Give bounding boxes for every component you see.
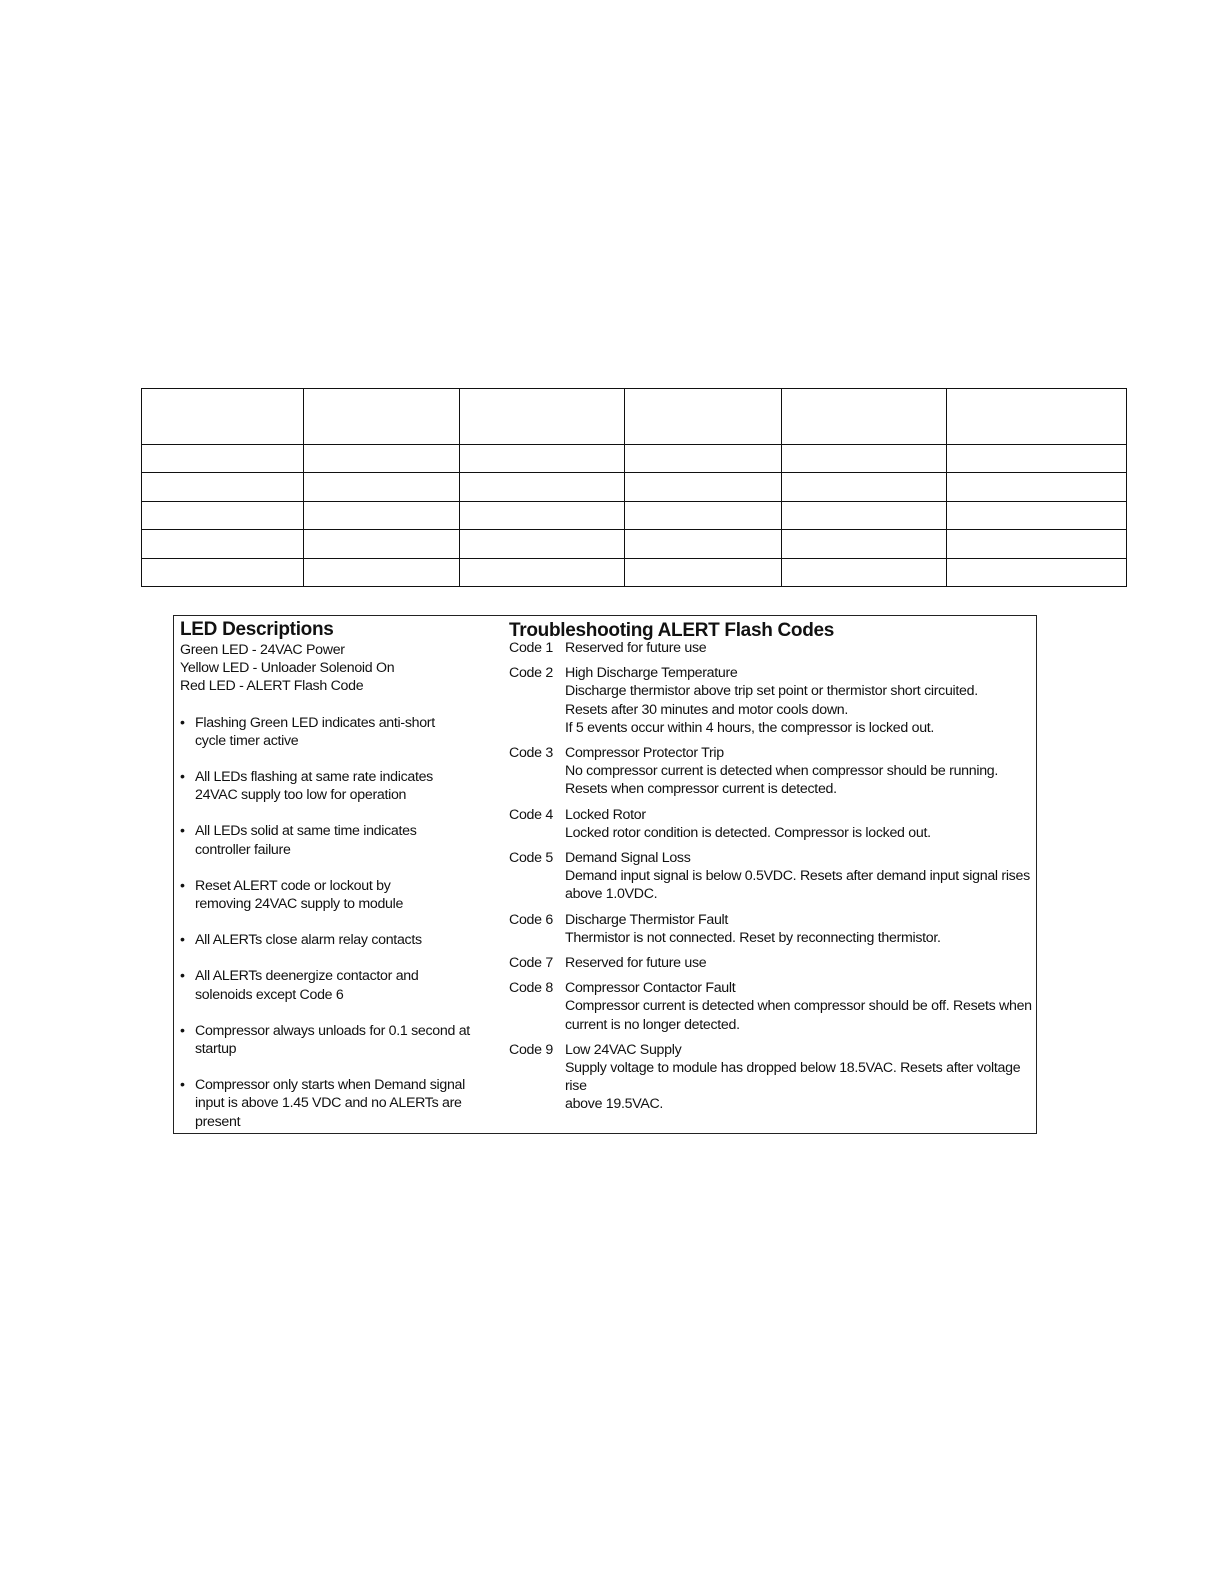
- led-note-item: [180, 768, 480, 804]
- table-cell: [782, 444, 947, 472]
- table-cell: [782, 473, 947, 501]
- led-note-line: 24VAC supply too low for operation: [195, 787, 407, 804]
- led-note-line: All LEDs solid at same time indicates: [195, 823, 417, 840]
- table-cell: [304, 444, 460, 472]
- table-cell: [947, 501, 1127, 529]
- flash-code-description-line: Compressor current is detected when compressor should be off. Resets when: [565, 998, 1032, 1015]
- table-cell: [304, 501, 460, 529]
- table-cell: [460, 558, 625, 586]
- table-cell: [142, 473, 304, 501]
- table-cell: [142, 558, 304, 586]
- flash-code-row: [509, 911, 1034, 947]
- empty-table: [141, 388, 1127, 587]
- flash-code-number: Code 8: [509, 980, 553, 997]
- flash-code-description-line: Supply voltage to module has dropped below 18.5VAC. Resets after voltage rise: [565, 1060, 1021, 1095]
- table-cell: [625, 444, 782, 472]
- led-note-line: removing 24VAC supply to module: [195, 896, 404, 913]
- flash-code-description-line: Resets after 30 minutes and motor cools down.: [565, 701, 849, 718]
- flash-code-body: [565, 639, 1034, 657]
- table-cell: [947, 473, 1127, 501]
- flash-code-body: [565, 954, 1034, 972]
- flash-code-title: Reserved for future use: [565, 640, 707, 656]
- table-cell: [625, 473, 782, 501]
- table-cell: [625, 389, 782, 445]
- led-descriptions-heading: LED Descriptions: [180, 619, 334, 640]
- table-cell: [947, 530, 1127, 558]
- flash-code-number: Code 7: [509, 955, 553, 972]
- led-note-line: All ALERTs close alarm relay contacts: [195, 932, 422, 949]
- flash-code-title: Compressor Contactor Fault: [565, 980, 736, 997]
- table-row: [142, 558, 1127, 586]
- flash-code-row: [509, 639, 1034, 657]
- led-note-item: [180, 931, 480, 949]
- bullet-icon: •: [180, 1022, 185, 1039]
- led-note-line: All LEDs flashing at same rate indicates: [195, 769, 433, 786]
- led-note-item: [180, 967, 480, 1003]
- table-cell: [460, 530, 625, 558]
- flash-code-body: [565, 806, 1034, 842]
- flash-code-number: Code 1: [509, 640, 553, 656]
- bullet-icon: •: [180, 932, 185, 949]
- flash-code-body: [565, 1041, 1034, 1114]
- flash-code-row: [509, 1041, 1034, 1114]
- table-cell: [304, 530, 460, 558]
- table-cell: [142, 389, 304, 445]
- led-note-line: controller failure: [195, 841, 291, 858]
- flash-code-description-line: current is no longer detected.: [565, 1016, 740, 1033]
- flash-code-title: Reserved for future use: [565, 955, 707, 972]
- bullet-icon: •: [180, 877, 185, 894]
- table-row: [142, 530, 1127, 558]
- led-red-description: Red LED - ALERT Flash Code: [180, 678, 364, 695]
- table-cell: [625, 558, 782, 586]
- table-cell: [625, 530, 782, 558]
- table-cell: [142, 444, 304, 472]
- flash-code-title: Compressor Protector Trip: [565, 745, 724, 762]
- table-cell: [947, 444, 1127, 472]
- table-row: [142, 473, 1127, 501]
- module-label-box: [173, 615, 1037, 1134]
- flash-code-row: [509, 664, 1034, 737]
- led-yellow-description: Yellow LED - Unloader Solenoid On: [180, 660, 395, 677]
- table-cell: [460, 473, 625, 501]
- flash-code-row: [509, 806, 1034, 842]
- led-note-line: All ALERTs deenergize contactor and: [195, 968, 419, 985]
- led-note-item: [180, 1076, 480, 1131]
- led-note-item: [180, 822, 480, 858]
- flash-code-description-line: Resets when compressor current is detected.: [565, 781, 837, 798]
- flash-code-row: [509, 849, 1034, 904]
- led-green-description: Green LED - 24VAC Power: [180, 642, 345, 658]
- flash-code-title: Demand Signal Loss: [565, 850, 691, 867]
- flash-code-row: [509, 979, 1034, 1034]
- led-list: [180, 641, 480, 696]
- flash-code-description-line: If 5 events occur within 4 hours, the compressor is locked out.: [565, 719, 935, 736]
- bullet-icon: •: [180, 1077, 185, 1094]
- table-row: [142, 444, 1127, 472]
- flash-code-title: Low 24VAC Supply: [565, 1041, 682, 1058]
- bullet-icon: •: [180, 823, 185, 840]
- table-header-row: [142, 389, 1127, 445]
- led-note-line: solenoids except Code 6: [195, 986, 344, 1003]
- bullet-icon: •: [180, 769, 185, 786]
- flash-code-number: Code 4: [509, 806, 553, 823]
- led-note-line: present: [195, 1113, 241, 1130]
- flash-code-number: Code 6: [509, 911, 553, 928]
- flash-code-number: Code 5: [509, 850, 553, 867]
- flash-code-description-line: Discharge thermistor above trip set point or thermistor short circuited.: [565, 683, 978, 700]
- table-cell: [782, 501, 947, 529]
- bullet-icon: •: [180, 714, 185, 731]
- led-note-line: Flashing Green LED indicates anti-short: [195, 714, 435, 731]
- table-cell: [304, 473, 460, 501]
- led-note-item: [180, 714, 480, 750]
- flash-code-body: [565, 744, 1034, 799]
- table-cell: [782, 389, 947, 445]
- flash-code-number: Code 2: [509, 665, 553, 682]
- flash-codes-heading: Troubleshooting ALERT Flash Codes: [509, 620, 835, 641]
- led-note-line: input is above 1.45 VDC and no ALERTs are: [195, 1095, 462, 1112]
- flash-code-description-line: Locked rotor condition is detected. Compressor is locked out.: [565, 824, 931, 841]
- table-cell: [460, 389, 625, 445]
- flash-code-description-line: Thermistor is not connected. Reset by reconnecting thermistor.: [565, 929, 941, 946]
- table-row: [142, 501, 1127, 529]
- flash-code-description-line: above 1.0VDC.: [565, 886, 658, 903]
- flash-code-row: [509, 954, 1034, 972]
- table-cell: [782, 558, 947, 586]
- flash-code-description-line: Demand input signal is below 0.5VDC. Resets after demand input signal rises: [565, 868, 1030, 885]
- table-cell: [460, 444, 625, 472]
- led-note-line: Compressor only starts when Demand signal: [195, 1077, 465, 1094]
- flash-code-title: Discharge Thermistor Fault: [565, 911, 729, 928]
- table-cell: [782, 530, 947, 558]
- flash-codes-section: [509, 620, 1034, 1114]
- table-cell: [142, 530, 304, 558]
- flash-code-body: [565, 849, 1034, 904]
- led-note-line: Compressor always unloads for 0.1 second at: [195, 1022, 470, 1039]
- flash-code-description-line: above 19.5VAC.: [565, 1096, 664, 1113]
- led-note-line: startup: [195, 1041, 237, 1058]
- flash-code-number: Code 9: [509, 1041, 553, 1058]
- table-cell: [625, 501, 782, 529]
- flash-code-description-line: No compressor current is detected when compressor should be running.: [565, 763, 999, 780]
- table-cell: [304, 558, 460, 586]
- flash-codes-list: [509, 639, 1034, 1114]
- table-cell: [304, 389, 460, 445]
- led-note-line: Reset ALERT code or lockout by: [195, 877, 391, 894]
- led-note-item: [180, 877, 480, 913]
- led-note-line: cycle timer active: [195, 732, 299, 749]
- led-note-item: [180, 1022, 480, 1058]
- table-cell: [460, 501, 625, 529]
- flash-code-body: [565, 664, 1034, 737]
- flash-code-title: Locked Rotor: [565, 806, 646, 823]
- table-cell: [947, 389, 1127, 445]
- flash-code-title: High Discharge Temperature: [565, 665, 738, 682]
- bullet-icon: •: [180, 968, 185, 985]
- flash-code-row: [509, 744, 1034, 799]
- led-descriptions-section: [180, 619, 480, 1149]
- flash-code-number: Code 3: [509, 745, 553, 762]
- table-cell: [947, 558, 1127, 586]
- flash-code-body: [565, 911, 1034, 947]
- flash-code-body: [565, 979, 1034, 1034]
- table-cell: [142, 501, 304, 529]
- led-notes-list: [180, 714, 480, 1131]
